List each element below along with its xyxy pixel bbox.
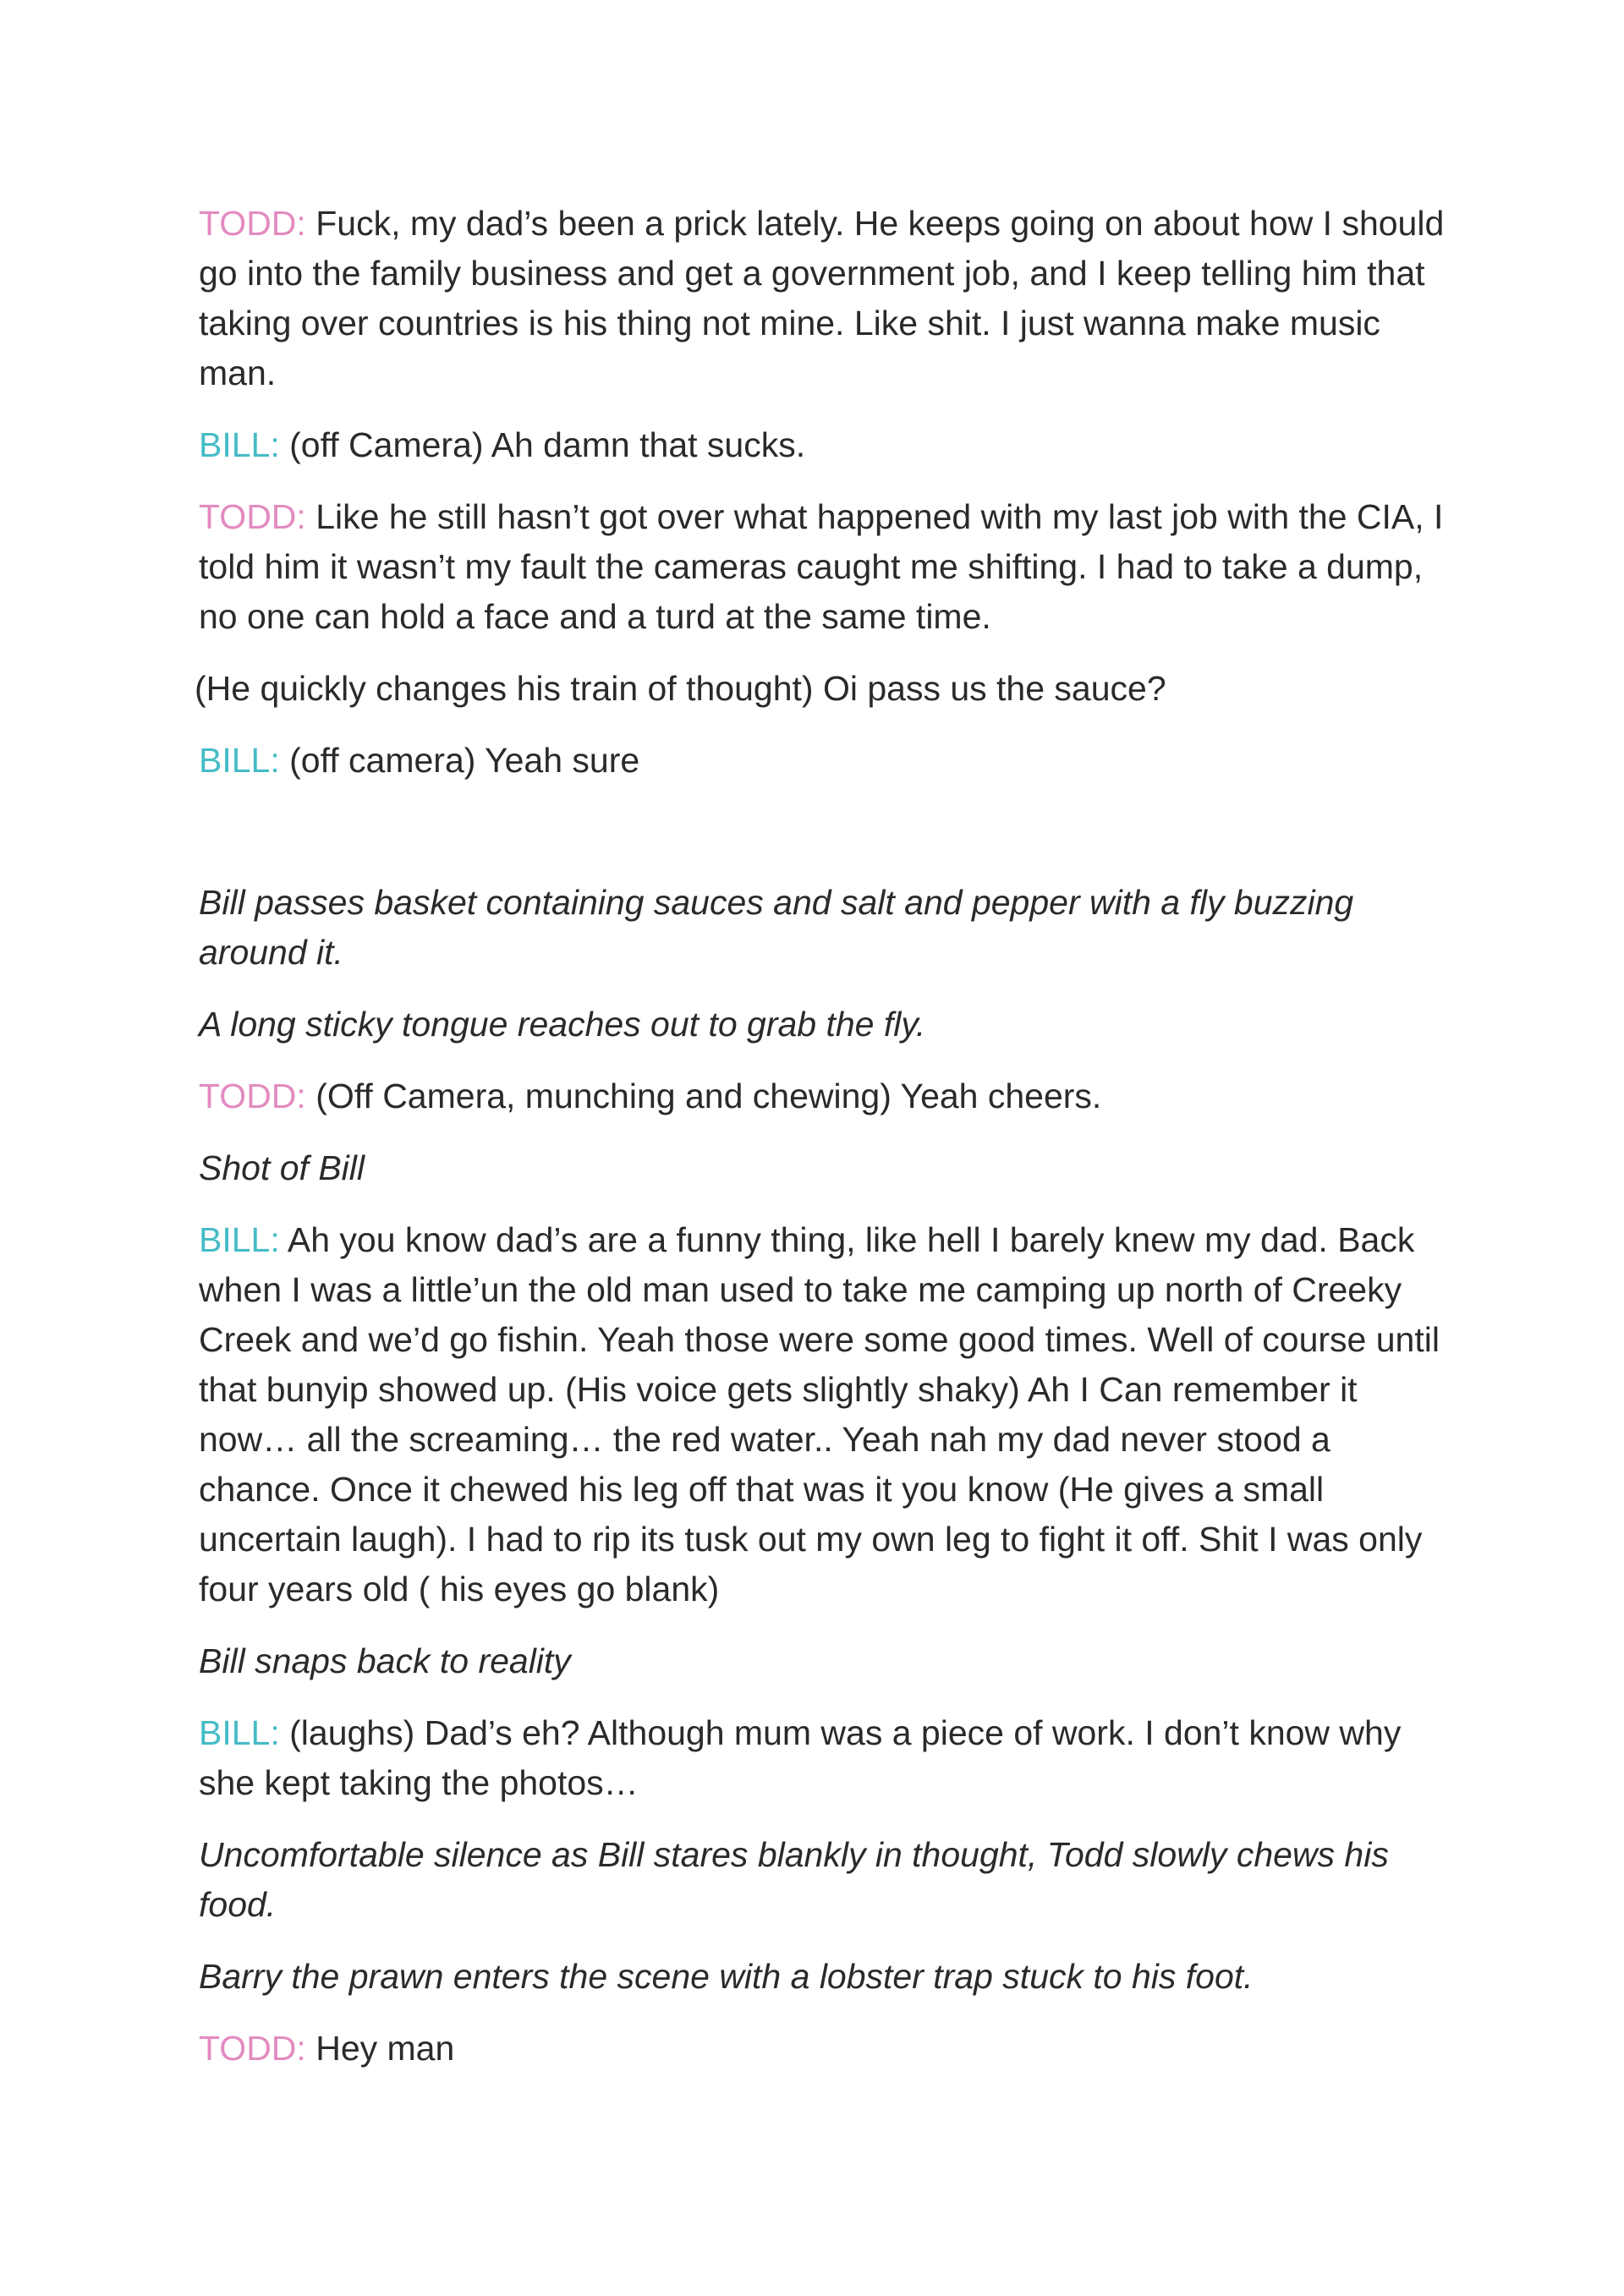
dialogue-line (199, 1215, 1451, 1614)
action-line: A long sticky tongue reaches out to grab the fly. (199, 1005, 926, 1044)
dialogue-line (199, 2024, 1451, 2074)
dialogue-line (199, 199, 1451, 398)
speaker-todd: TODD: (199, 2029, 306, 2068)
speaker-bill: BILL: (199, 1220, 280, 1259)
dialogue-line (199, 420, 1451, 470)
dialogue-text: (off Camera) Ah damn that sucks. (289, 425, 806, 464)
dialogue-text: (laughs) Dad’s eh? Although mum was a piece of work. I don’t know why she kept taking the photos… (199, 1713, 1402, 1802)
dialogue-continuation: (He quickly changes his train of thought) Oi pass us the sauce? (195, 669, 1166, 708)
section-gap (199, 808, 1451, 878)
speaker-bill: BILL: (199, 1713, 280, 1752)
dialogue-text: Hey man (315, 2029, 455, 2068)
dialogue-line (199, 1071, 1451, 1121)
action-line: Barry the prawn enters the scene with a lobster trap stuck to his foot. (199, 1957, 1254, 1996)
dialogue-text: Ah you know dad’s are a funny thing, like hell I barely knew my dad. Back when I was a little’un the old man used to take me camping up north of Creeky Creek and we’d go fishin. Yeah those were some good times. Well of course until that bunyip showed up. (His voice gets slightly shaky) Ah I Can remember it now… all the screaming… the red water.. Yeah nah my dad never stood a chance. Once it chewed his leg off that was it you know (He gives a small uncertain laugh). I had to rip its tusk out my own leg to fight it off. Shit I was only four years old ( his eyes go blank) (199, 1220, 1440, 1608)
dialogue-line (199, 736, 1451, 786)
script-page (195, 199, 1451, 2096)
speaker-todd: TODD: (199, 204, 306, 243)
speaker-bill: BILL: (199, 741, 280, 780)
dialogue-line (199, 492, 1451, 642)
action-line: Shot of Bill (199, 1148, 365, 1187)
dialogue-text: Like he still hasn’t got over what happened with my last job with the CIA, I told him it wasn’t my fault the cameras caught me shifting. I had to take a dump, no one can hold a face and a turd at the same time. (199, 497, 1444, 636)
speaker-todd: TODD: (199, 1077, 306, 1115)
action-line: Bill snaps back to reality (199, 1641, 571, 1680)
dialogue-text: Fuck, my dad’s been a prick lately. He keeps going on about how I should go into the family business and get a government job, and I keep telling him that taking over countries is his thing not mine. Like shit. I just wanna make music man. (199, 204, 1445, 392)
action-line: Bill passes basket containing sauces and salt and pepper with a fly buzzing around it. (199, 883, 1354, 972)
dialogue-line (199, 1708, 1451, 1808)
dialogue-text: (Off Camera, munching and chewing) Yeah cheers. (315, 1077, 1102, 1115)
speaker-bill: BILL: (199, 425, 280, 464)
dialogue-text: (off camera) Yeah sure (289, 741, 640, 780)
speaker-todd: TODD: (199, 497, 306, 536)
action-line: Uncomfortable silence as Bill stares blankly in thought, Todd slowly chews his food. (199, 1835, 1389, 1924)
